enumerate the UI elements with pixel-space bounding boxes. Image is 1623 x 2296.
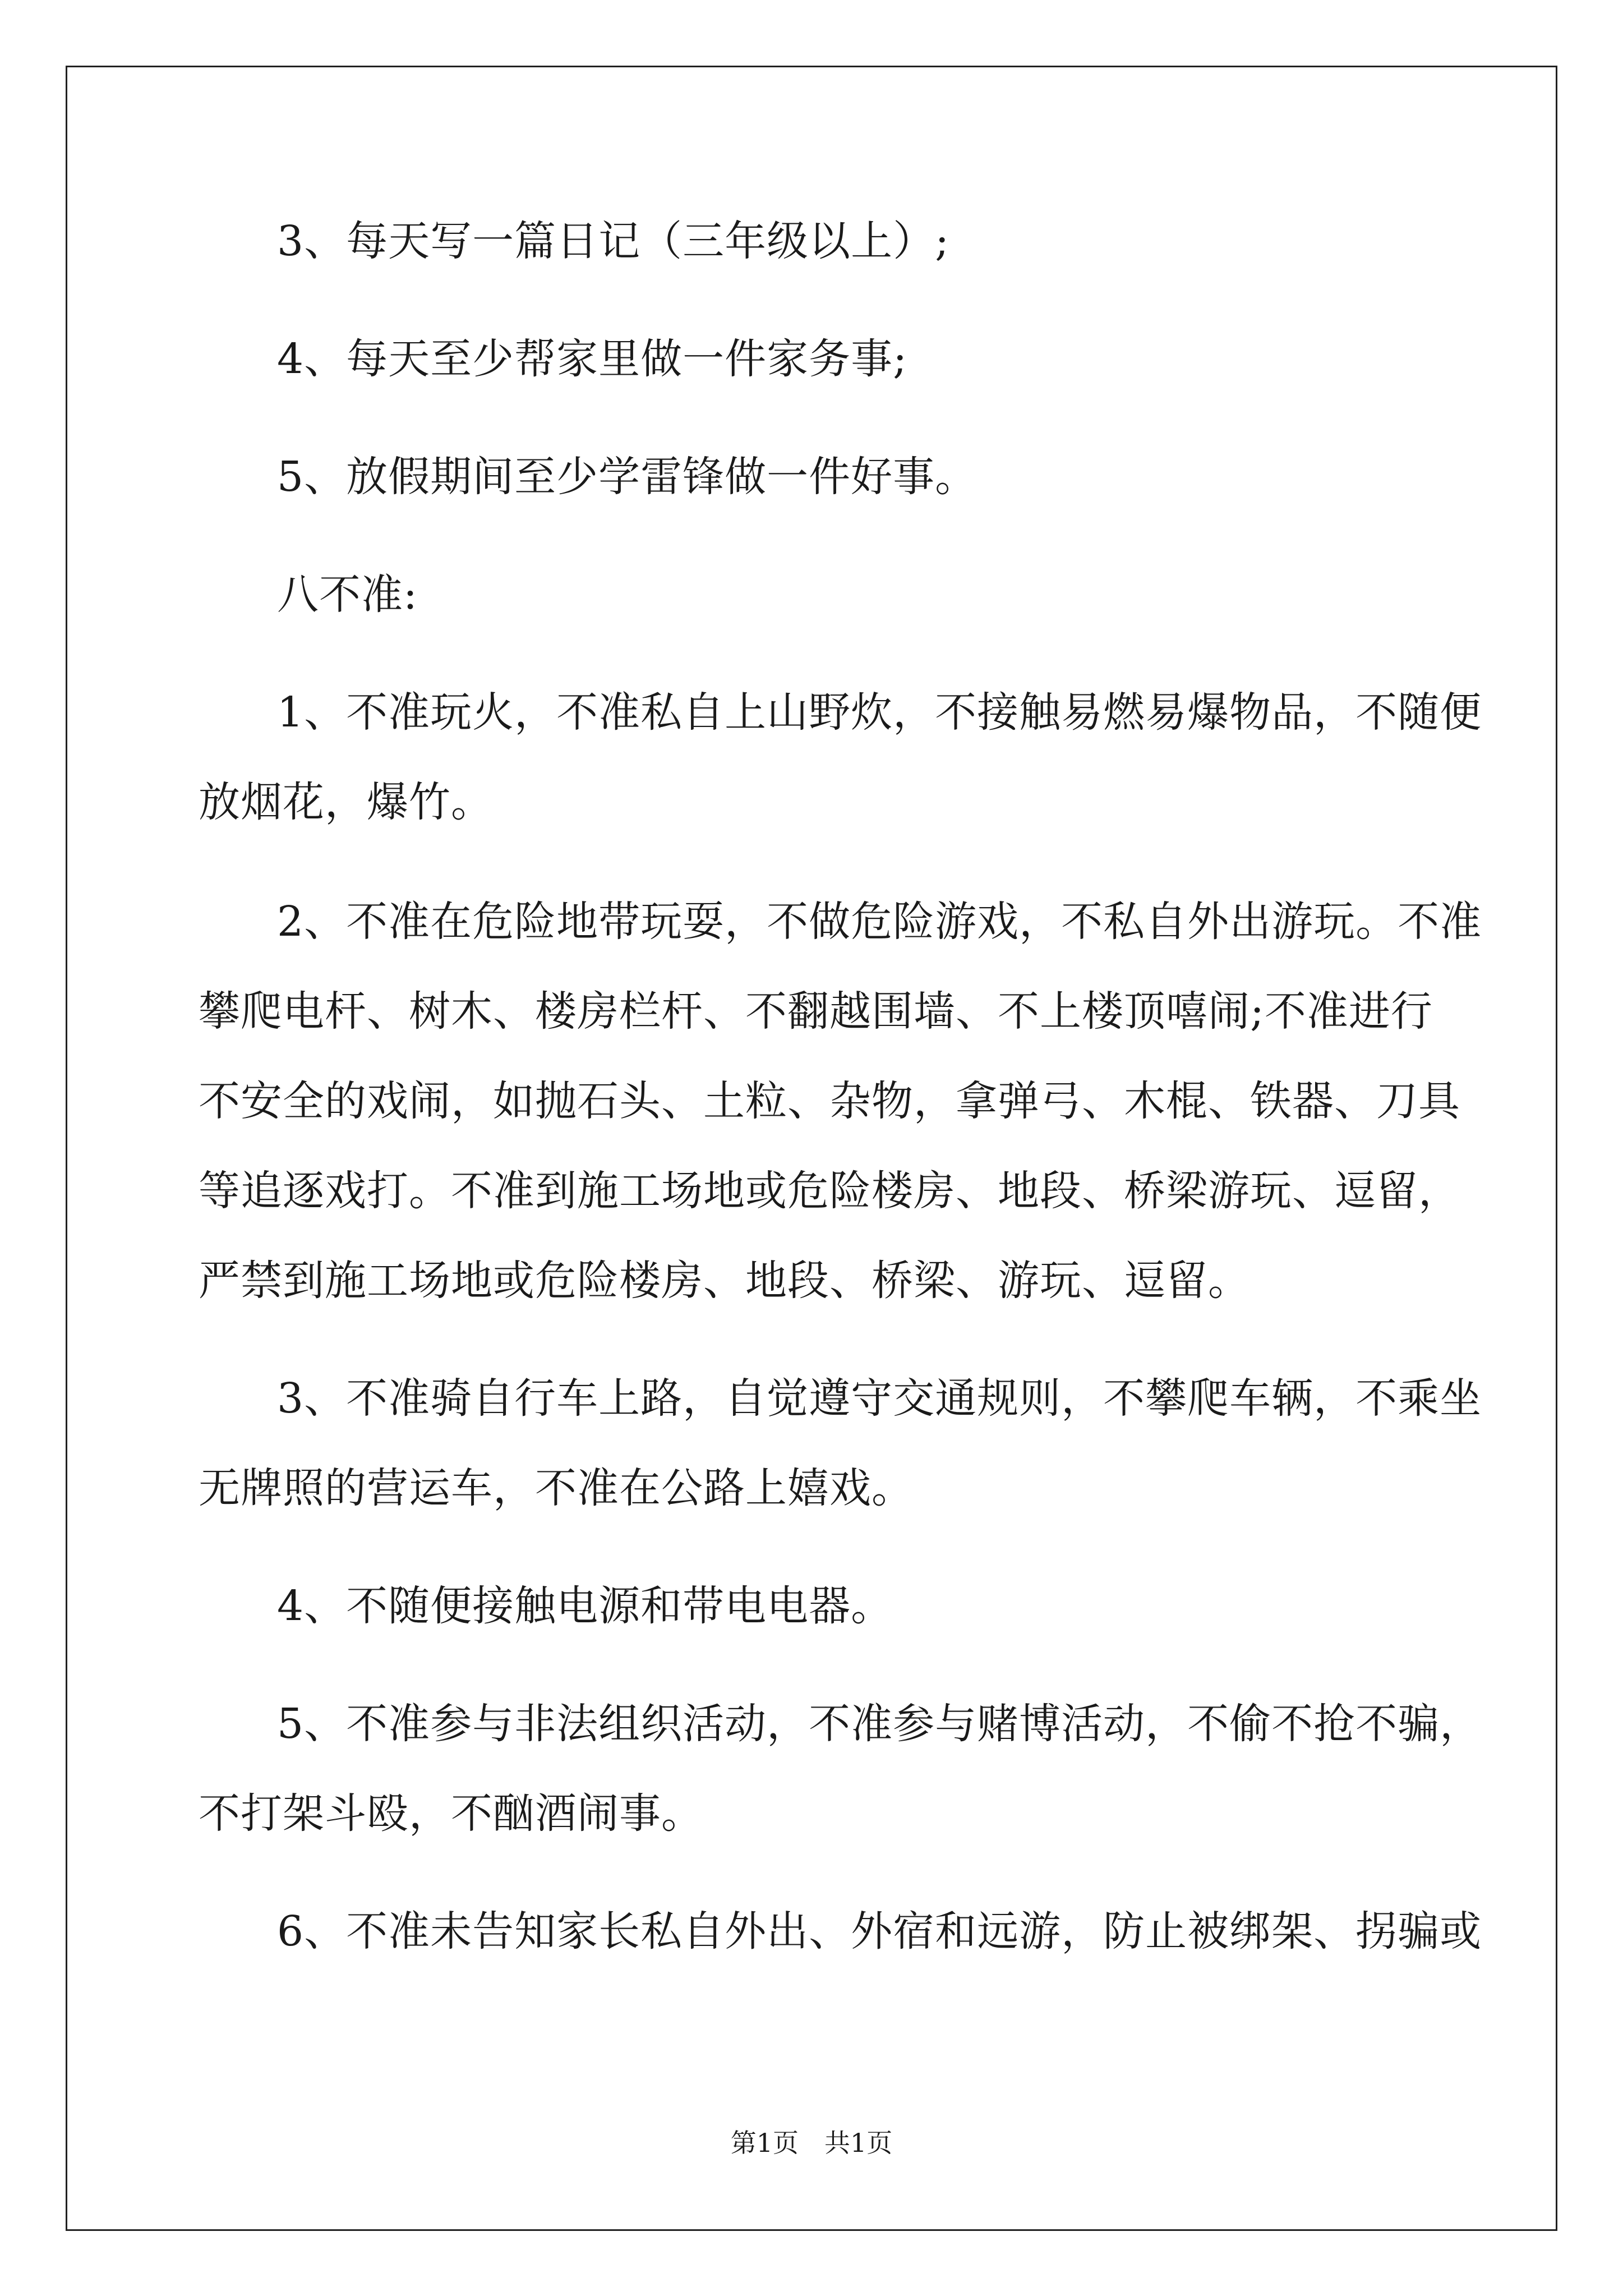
paragraph-line: 3、每天写一篇日记（三年级以上）; — [277, 217, 950, 265]
paragraph-line: 5、不准参与非法组织活动，不准参与赌博活动，不偷不抢不骗， — [277, 1700, 1482, 1748]
paragraph-line: 严禁到施工场地或危险楼房、地段、桥梁、游玩、逗留。 — [199, 1257, 1250, 1305]
section-heading: 八不准: — [277, 570, 418, 619]
paragraph-line: 2、不准在危险地带玩耍，不做危险游戏，不私自外出游玩。不准 — [277, 898, 1482, 946]
paragraph-line: 等追逐戏打。不准到施工场地或危险楼房、地段、桥梁游玩、逗留， — [199, 1167, 1460, 1215]
paragraph-line: 攀爬电杆、树木、楼房栏杆、不翻越围墙、不上楼顶嘻闹;不准进行 — [199, 987, 1433, 1036]
paragraph-line: 6、不准未告知家长私自外出、外宿和远游，防止被绑架、拐骗或 — [277, 1907, 1482, 1955]
paragraph-line: 1、不准玩火，不准私自上山野炊，不接触易燃易爆物品，不随便 — [277, 688, 1482, 737]
paragraph-line: 放烟花，爆竹。 — [199, 778, 493, 826]
paragraph-line: 无牌照的营运车，不准在公路上嬉戏。 — [199, 1464, 914, 1512]
paragraph-line: 5、放假期间至少学雷锋做一件好事。 — [277, 453, 978, 501]
paragraph-line: 不打架斗殴，不酗酒闹事。 — [199, 1789, 703, 1838]
paragraph-line: 3、不准骑自行车上路，自觉遵守交通规则，不攀爬车辆，不乘坐 — [277, 1374, 1482, 1423]
paragraph-line: 不安全的戏闹，如抛石头、土粒、杂物，拿弹弓、木棍、铁器、刀具 — [199, 1077, 1460, 1125]
page-number-footer: 第1页 共1页 — [730, 2128, 893, 2158]
paragraph-line: 4、每天至少帮家里做一件家务事; — [277, 335, 908, 383]
paragraph-line: 4、不随便接触电源和带电电器。 — [277, 1582, 893, 1630]
